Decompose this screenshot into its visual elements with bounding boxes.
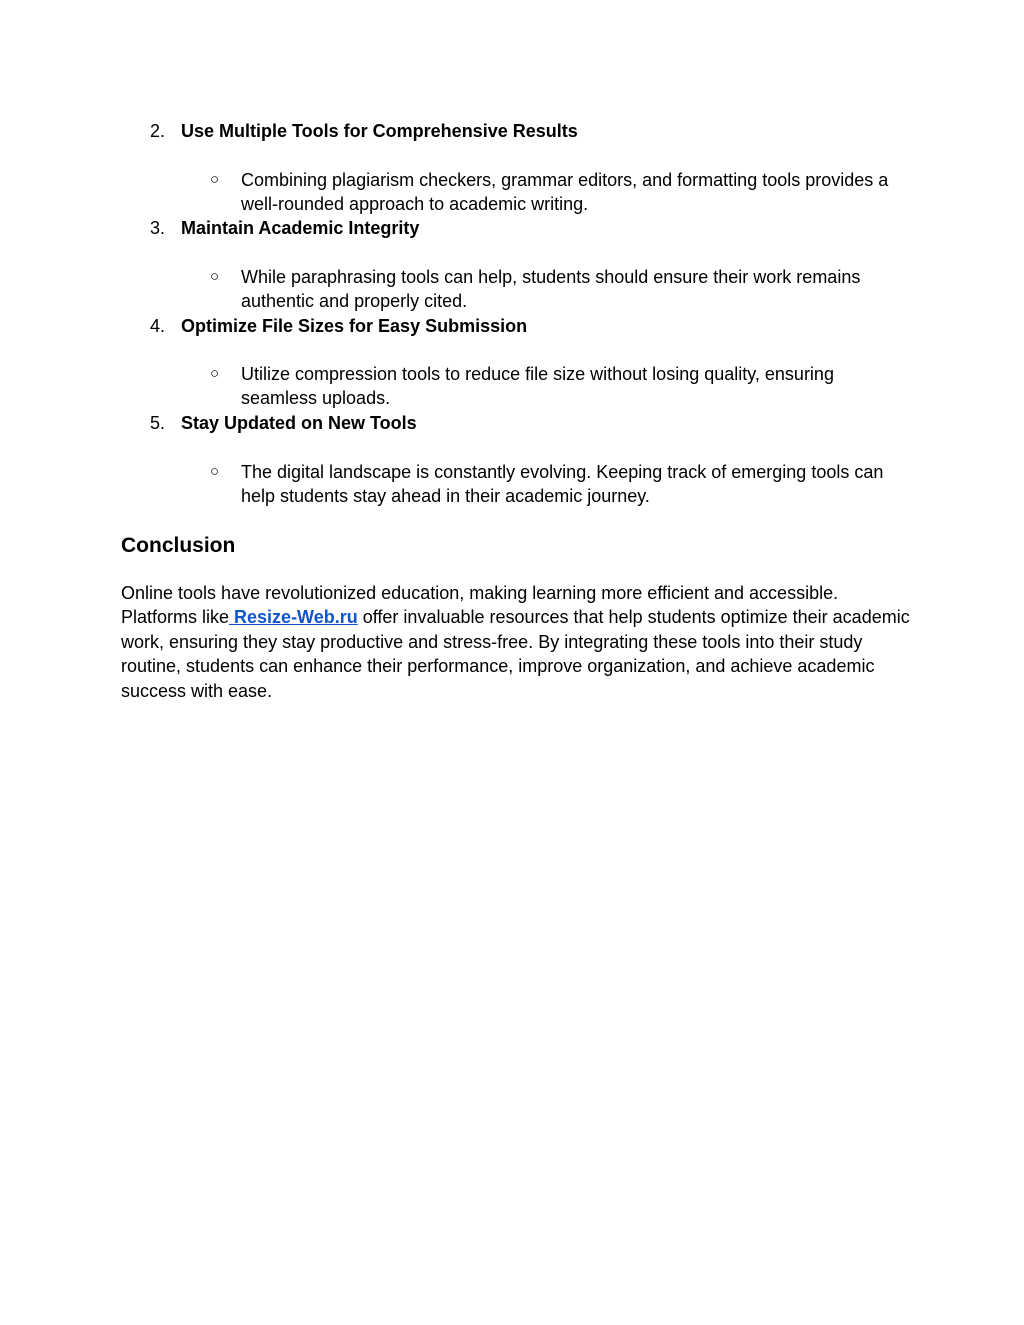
paragraph-text-before-link: Online tools have revolutionized education, making learning more efficient and accessible. Platforms like bbox=[121, 583, 839, 628]
list-item-title: Optimize File Sizes for Easy Submission bbox=[181, 316, 528, 336]
list-item-title: Maintain Academic Integrity bbox=[181, 218, 420, 238]
hollow-circle-bullet-icon: ○ bbox=[210, 463, 220, 480]
list-number: 2. bbox=[150, 121, 166, 141]
conclusion-paragraph bbox=[121, 581, 911, 703]
hollow-circle-bullet-icon: ○ bbox=[210, 171, 220, 188]
list-number: 3. bbox=[150, 218, 166, 238]
list-item-title: Use Multiple Tools for Comprehensive Results bbox=[181, 121, 578, 141]
list-item-title: Stay Updated on New Tools bbox=[181, 413, 417, 433]
hollow-circle-bullet-icon: ○ bbox=[210, 268, 220, 285]
sub-list-text: While paraphrasing tools can help, students should ensure their work remains authentic and properly cited. bbox=[241, 267, 861, 311]
paragraph-text-after-link: offer invaluable resources that help students optimize their academic work, ensuring they stay productive and stress-free. By integrating these tools into their study routine, students can enhance their performance, improve organization, and achieve academic success with ease. bbox=[121, 607, 910, 701]
sub-list-text: The digital landscape is constantly evolving. Keeping track of emerging tools can help students stay ahead in their academic journey. bbox=[241, 462, 884, 506]
resize-web-link[interactable]: Resize-Web.ru bbox=[229, 607, 358, 628]
sub-list-text: Combining plagiarism checkers, grammar editors, and formatting tools provides a well-rounded approach to academic writing. bbox=[241, 170, 889, 214]
section-heading: Conclusion bbox=[121, 534, 236, 557]
list-number: 4. bbox=[150, 316, 166, 336]
hollow-circle-bullet-icon: ○ bbox=[210, 365, 220, 382]
sub-list-text: Utilize compression tools to reduce file size without losing quality, ensuring seamless uploads. bbox=[241, 364, 834, 408]
list-number: 5. bbox=[150, 413, 166, 433]
